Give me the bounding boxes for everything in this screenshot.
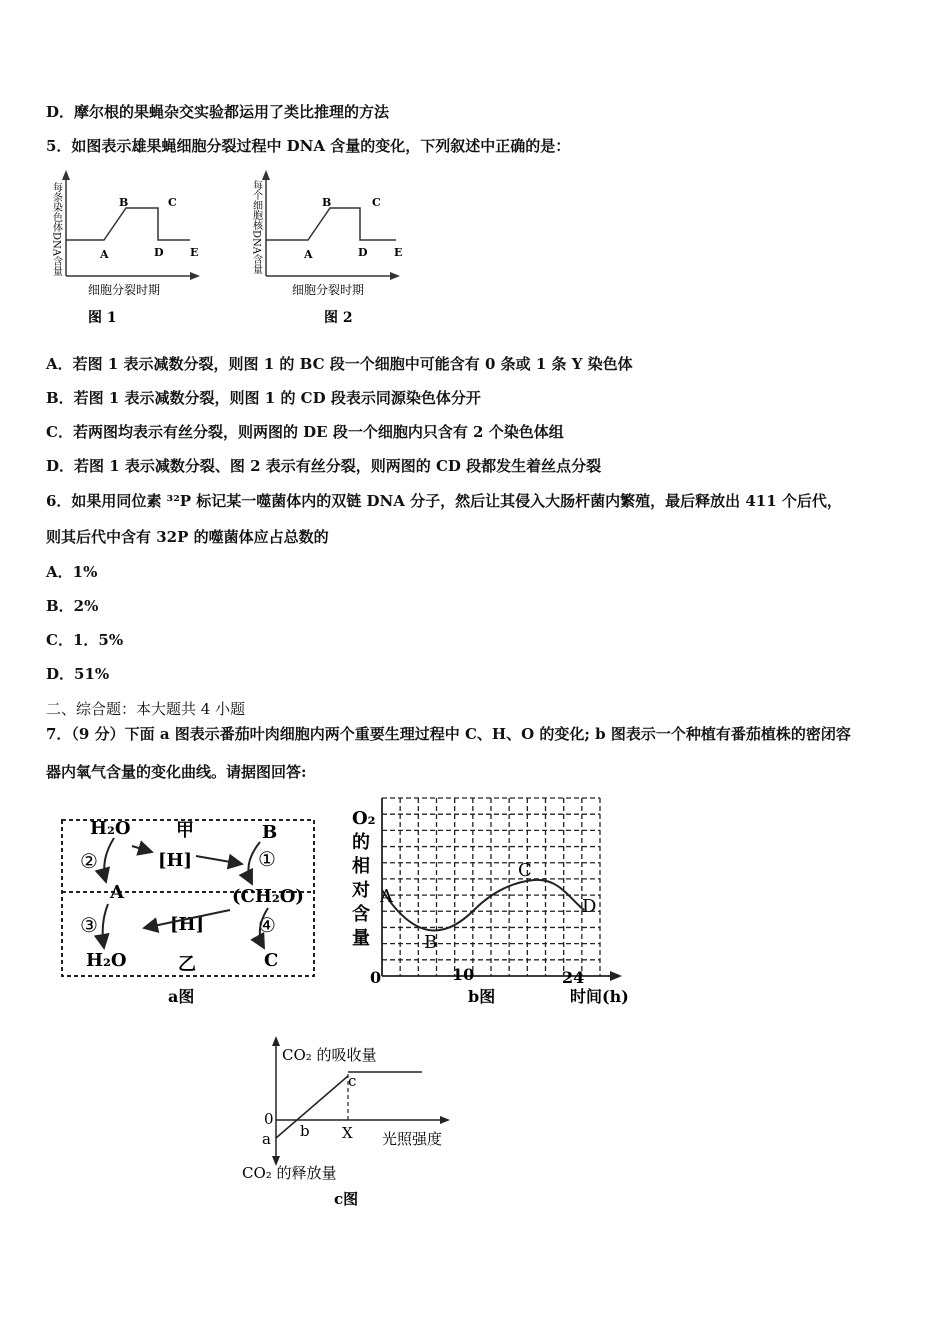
fig1-point-e: E [190, 246, 199, 259]
c-a: a [262, 1130, 271, 1148]
fig2-ylabel: 每个细胞核DNA含量 [250, 180, 262, 274]
question-7-stem-cont: 器内氧气含量的变化曲线。请据图回答: [46, 763, 307, 781]
a-a: A [110, 882, 124, 903]
figure-a [56, 812, 324, 1012]
section-heading: 二、综合题：本大题共 4 小题 [46, 700, 246, 718]
a-h-top: [H] [158, 850, 193, 871]
b-point-d: D [582, 896, 597, 917]
b-xlabel: 时间(h) [570, 987, 629, 1006]
c-b: b [300, 1122, 310, 1140]
a-h-bottom: [H] [170, 914, 205, 935]
a-caption: a图 [168, 987, 195, 1006]
option-5c: C．若两图均表示有丝分裂，则两图的 DE 段一个细胞内只含有 2 个染色体组 [46, 423, 564, 441]
b-ylabel-5: 量 [352, 928, 370, 949]
b-origin: 0 [370, 968, 382, 987]
b-caption: b图 [468, 987, 496, 1006]
a-c: C [264, 950, 279, 971]
fig1-caption: 图 1 [88, 310, 117, 326]
option-6c: C．1．5% [46, 631, 124, 649]
a-n3: ③ [80, 913, 98, 937]
fig1-point-d: D [154, 246, 164, 259]
a-n1: ① [258, 847, 276, 871]
a-n4: ④ [258, 913, 276, 937]
b-ylabel-3: 对 [352, 880, 370, 901]
question-6-stem: 6．如果用同位素 ³²P 标记某一噬菌体内的双链 DNA 分子，然后让其侵入大肠杆菌内繁殖，最后释放出 411 个后代， [46, 492, 842, 510]
figure-1 [44, 168, 214, 333]
b-x10: 10 [452, 965, 475, 984]
c-origin: 0 [264, 1110, 274, 1128]
fig2-point-b: B [322, 196, 332, 209]
b-point-b: B [424, 932, 438, 953]
fig2-point-a: A [304, 248, 313, 261]
text-line: D．摩尔根的果蝇杂交实验都运用了类比推理的方法 [46, 103, 390, 121]
option-5d: D．若图 1 表示减数分裂、图 2 表示有丝分裂，则两图的 CD 段都发生着丝点分裂 [46, 457, 602, 475]
c-c: c [348, 1072, 357, 1090]
option-6d: D．51% [46, 665, 110, 683]
fig1-point-c: C [168, 196, 177, 209]
a-yi: 乙 [178, 954, 196, 975]
fig2-xlabel: 细胞分裂时期 [292, 283, 365, 297]
question-6-stem-cont: 则其后代中含有 32P 的噬菌体应占总数的 [46, 528, 329, 546]
b-ylabel-1: 的 [352, 832, 370, 853]
b-ylabel-0: O₂ [352, 808, 376, 829]
option-6a: A．1% [46, 563, 98, 581]
fig2-point-c: C [372, 196, 381, 209]
a-jia: 甲 [176, 820, 194, 841]
c-ytop: CO₂ 的吸收量 [282, 1046, 377, 1064]
b-point-c: C [518, 860, 532, 881]
fig2-point-d: D [358, 246, 368, 259]
fig2-point-e: E [394, 246, 403, 259]
fig1-point-a: A [100, 248, 109, 261]
a-h2o-top: H₂O [90, 818, 131, 839]
fig1-point-b: B [119, 196, 129, 209]
a-h2o-bottom: H₂O [86, 950, 127, 971]
c-caption: c图 [334, 1190, 359, 1208]
figure-b [344, 790, 654, 1012]
c-xlabel: 光照强度 [382, 1130, 443, 1148]
a-n2: ② [80, 849, 98, 873]
b-x24: 24 [562, 968, 585, 987]
b-ylabel-4: 含 [352, 904, 370, 925]
a-ch2o: (CH₂O) [232, 886, 304, 907]
option-5a: A．若图 1 表示减数分裂，则图 1 的 BC 段一个细胞中可能含有 0 条或 1 条 Y 染色体 [46, 355, 633, 373]
option-5b: B．若图 1 表示减数分裂，则图 1 的 CD 段表示同源染色体分开 [46, 389, 481, 407]
b-ylabel-2: 相 [352, 856, 370, 877]
c-x: X [342, 1124, 353, 1142]
question-5-stem: 5．如图表示雄果蝇细胞分裂过程中 DNA 含量的变化，下列叙述中正确的是： [46, 137, 571, 155]
option-6b: B．2% [46, 597, 99, 615]
a-b: B [262, 822, 278, 843]
fig2-caption: 图 2 [324, 310, 353, 326]
figure-2 [244, 168, 414, 333]
b-point-a: A [380, 886, 393, 907]
c-ybottom: CO₂ 的释放量 [242, 1164, 337, 1182]
fig1-xlabel: 细胞分裂时期 [88, 283, 161, 297]
figure-c [238, 1034, 464, 1214]
question-7-stem: 7．（9 分）下面 a 图表示番茄叶肉细胞内两个重要生理过程中 C、H、O 的变化; b 图表示一个种植有番茄植株的密闭容 [46, 725, 851, 743]
fig1-ylabel: 每条染色体DNA含量 [50, 182, 62, 276]
